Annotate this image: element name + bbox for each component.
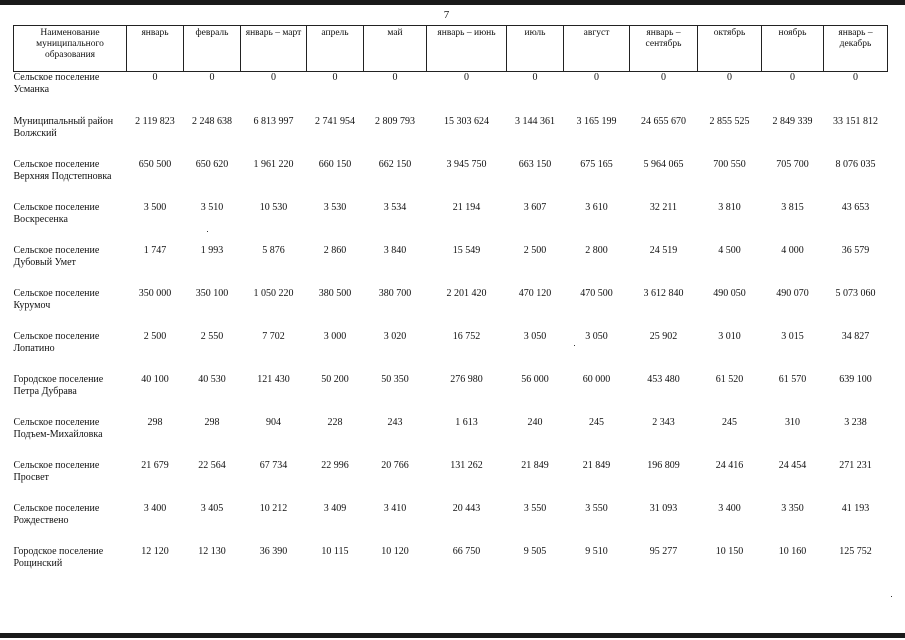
municipality-name-cell: Сельское поселение Рождествено — [13, 503, 100, 526]
value-cell: 131 262 — [450, 460, 483, 471]
value-cell: 15 549 — [452, 245, 481, 256]
value-cell: 1 050 220 — [253, 288, 294, 299]
value-cell: 245 — [722, 417, 737, 428]
value-cell: 3 534 — [383, 202, 407, 213]
municipality-name-cell: Сельское поселение Верхняя Подстепновка — [13, 159, 112, 182]
value-cell: 5 073 060 — [835, 288, 876, 299]
column-header-period: январь – сентябрь — [630, 26, 698, 72]
value-cell: 3 409 — [323, 503, 347, 514]
value-cell: 490 070 — [776, 288, 809, 299]
value-cell: 0 — [152, 72, 158, 83]
value-cell: 21 849 — [582, 460, 611, 471]
value-cell: 3 530 — [323, 202, 347, 213]
value-cell: 3 550 — [585, 503, 608, 514]
value-cell: 10 212 — [259, 503, 288, 514]
value-cell: 245 — [589, 417, 604, 428]
value-cell: 0 — [464, 72, 469, 83]
table-row — [14, 72, 888, 117]
value-cell: 3 815 — [781, 202, 804, 213]
value-cell: 3 550 — [523, 503, 547, 514]
value-cell: 271 231 — [839, 460, 872, 471]
value-cell: 12 120 — [141, 546, 169, 557]
value-cell: 24 454 — [778, 460, 807, 471]
value-cell: 12 130 — [198, 546, 226, 557]
value-cell: 228 — [327, 417, 343, 428]
value-cell: 1 993 — [200, 245, 224, 256]
value-cell: 3 840 — [383, 245, 407, 256]
value-cell: 95 277 — [649, 546, 678, 557]
value-cell: 298 — [147, 417, 163, 428]
value-cell: 16 752 — [452, 331, 481, 342]
value-cell: 2 500 — [143, 331, 167, 342]
value-cell: 31 093 — [649, 503, 678, 514]
value-cell: 3 945 750 — [446, 159, 487, 170]
value-cell: 22 564 — [198, 460, 226, 471]
municipality-name-cell: Сельское поселение Усманка — [13, 72, 100, 95]
column-header-period: апрель — [307, 26, 364, 72]
value-cell: 10 160 — [778, 546, 807, 557]
value-cell: 700 550 — [713, 159, 746, 170]
value-cell: 2 849 339 — [772, 116, 813, 127]
value-cell: 36 579 — [841, 245, 870, 256]
table-body — [14, 72, 888, 590]
value-cell: 660 150 — [318, 159, 352, 170]
value-cell: 639 100 — [839, 374, 872, 385]
value-cell: 3 410 — [383, 503, 407, 514]
value-cell: 350 100 — [195, 288, 229, 299]
municipality-name-cell: Муниципальный район Волжский — [13, 116, 114, 139]
value-cell: 10 530 — [259, 202, 288, 213]
table-row — [14, 202, 888, 245]
value-cell: 36 390 — [259, 546, 288, 557]
value-cell: 0 — [271, 72, 276, 83]
value-cell: 350 000 — [138, 288, 172, 299]
value-cell: 1 613 — [455, 417, 478, 428]
value-cell: 9 505 — [523, 546, 547, 557]
value-cell: 0 — [209, 72, 215, 83]
value-cell: 3 405 — [200, 503, 224, 514]
value-cell: 3 612 840 — [643, 288, 684, 299]
data-table-container — [13, 25, 888, 589]
table-row — [14, 159, 888, 202]
value-cell: 2 248 638 — [192, 116, 232, 127]
municipality-name-cell: Сельское поселение Просвет — [13, 460, 100, 483]
value-cell: 20 443 — [452, 503, 481, 514]
value-cell: 41 193 — [841, 503, 870, 514]
column-header-period: август — [564, 26, 630, 72]
column-header-period: ноябрь — [762, 26, 824, 72]
value-cell: 15 303 624 — [444, 116, 489, 127]
value-cell: 61 570 — [778, 374, 807, 385]
value-cell: 1 961 220 — [253, 159, 294, 170]
value-cell: 121 430 — [257, 374, 290, 385]
value-cell: 276 980 — [450, 374, 483, 385]
value-cell: 3 610 — [585, 202, 608, 213]
value-cell: 2 860 — [323, 245, 347, 256]
table-row — [14, 288, 888, 331]
value-cell: 470 500 — [580, 288, 613, 299]
table-row — [14, 245, 888, 288]
table-row — [14, 374, 888, 417]
value-cell: 490 050 — [713, 288, 746, 299]
value-cell: 22 996 — [321, 460, 349, 471]
value-cell: 0 — [727, 72, 732, 83]
value-cell: 3 510 — [200, 202, 224, 213]
value-cell: 67 734 — [259, 460, 288, 471]
value-cell: 24 519 — [649, 245, 678, 256]
page-number: 7 — [443, 9, 450, 21]
value-cell: 43 653 — [841, 202, 870, 213]
value-cell: 10 120 — [381, 546, 409, 557]
table-header-row — [14, 26, 888, 72]
value-cell: 0 — [532, 72, 538, 83]
value-cell: 24 416 — [715, 460, 744, 471]
value-cell: 0 — [853, 72, 858, 83]
value-cell: 240 — [527, 417, 543, 428]
value-cell: 662 150 — [378, 159, 412, 170]
value-cell: 9 510 — [585, 546, 608, 557]
municipality-name-cell: Сельское поселение Курумоч — [13, 288, 100, 311]
municipality-name-cell: Сельское поселение Лопатино — [13, 331, 100, 354]
column-header-period: январь – декабрь — [824, 26, 888, 72]
top-scan-border — [0, 0, 905, 5]
value-cell: 2 119 823 — [135, 116, 175, 127]
value-cell: 2 855 525 — [709, 116, 750, 127]
value-cell: 3 000 — [323, 331, 347, 342]
value-cell: 3 015 — [781, 331, 804, 342]
value-cell: 60 000 — [582, 374, 611, 385]
data-table — [13, 25, 888, 589]
value-cell: 21 849 — [521, 460, 549, 471]
value-cell: 5 964 065 — [643, 159, 684, 170]
table-row — [14, 503, 888, 546]
column-header-period: январь — [127, 26, 184, 72]
table-row — [14, 116, 888, 159]
table-row — [14, 417, 888, 460]
municipality-name-cell: Сельское поселение Воскресенка — [13, 202, 100, 225]
value-cell: 4 000 — [781, 245, 804, 256]
column-header-period: январь – июнь — [427, 26, 507, 72]
value-cell: 3 400 — [718, 503, 741, 514]
value-cell: 298 — [204, 417, 220, 428]
value-cell: 7 702 — [262, 331, 285, 342]
value-cell: 650 500 — [138, 159, 172, 170]
value-cell: 1 747 — [143, 245, 167, 256]
value-cell: 380 700 — [378, 288, 412, 299]
table-row — [14, 460, 888, 503]
value-cell: 10 115 — [321, 546, 349, 557]
value-cell: 310 — [785, 417, 800, 428]
municipality-name-cell: Городское поселение Рощинский — [13, 546, 104, 569]
value-cell: 3 050 — [523, 331, 547, 342]
value-cell: 3 607 — [523, 202, 547, 213]
value-cell: 2 550 — [200, 331, 224, 342]
municipality-name-cell: Сельское поселение Дубовый Умет — [13, 245, 100, 268]
value-cell: 50 350 — [381, 374, 409, 385]
value-cell: 705 700 — [776, 159, 809, 170]
column-header-name: Наименование муниципального образования — [14, 26, 127, 72]
value-cell: 196 809 — [647, 460, 680, 471]
value-cell: 2 500 — [523, 245, 547, 256]
bottom-scan-border — [0, 633, 905, 638]
value-cell: 3 010 — [718, 331, 741, 342]
value-cell: 5 876 — [262, 245, 285, 256]
value-cell: 40 530 — [198, 374, 226, 385]
value-cell: 25 902 — [649, 331, 678, 342]
value-cell: 470 120 — [518, 288, 552, 299]
scan-speck — [207, 231, 208, 232]
value-cell: 0 — [661, 72, 666, 83]
value-cell: 675 165 — [580, 159, 613, 170]
value-cell: 650 620 — [195, 159, 229, 170]
value-cell: 243 — [387, 417, 403, 428]
value-cell: 61 520 — [715, 374, 744, 385]
value-cell: 21 194 — [452, 202, 481, 213]
column-header-period: май — [364, 26, 427, 72]
value-cell: 2 201 420 — [446, 288, 487, 299]
municipality-name-cell: Городское поселение Петра Дубрава — [13, 374, 104, 397]
value-cell: 34 827 — [841, 331, 870, 342]
value-cell: 2 809 793 — [375, 116, 415, 127]
value-cell: 0 — [594, 72, 599, 83]
value-cell: 0 — [332, 72, 338, 83]
scan-speck — [891, 596, 892, 597]
value-cell: 663 150 — [518, 159, 552, 170]
value-cell: 32 211 — [649, 202, 678, 213]
value-cell: 3 165 199 — [576, 116, 617, 127]
value-cell: 4 500 — [718, 245, 741, 256]
value-cell: 8 076 035 — [835, 159, 876, 170]
value-cell: 2 800 — [585, 245, 608, 256]
scan-speck — [574, 345, 575, 346]
value-cell: 50 200 — [321, 374, 349, 385]
column-header-period: февраль — [184, 26, 241, 72]
table-row — [14, 546, 888, 589]
value-cell: 3 500 — [143, 202, 167, 213]
table-row — [14, 331, 888, 374]
value-cell: 0 — [392, 72, 398, 83]
value-cell: 453 480 — [647, 374, 680, 385]
value-cell: 904 — [266, 417, 281, 428]
value-cell: 2 343 — [652, 417, 675, 428]
value-cell: 10 150 — [715, 546, 744, 557]
column-header-period: июль — [507, 26, 564, 72]
value-cell: 380 500 — [318, 288, 352, 299]
value-cell: 3 050 — [585, 331, 608, 342]
value-cell: 3 144 361 — [515, 116, 555, 127]
value-cell: 3 400 — [143, 503, 167, 514]
value-cell: 56 000 — [521, 374, 549, 385]
value-cell: 3 020 — [383, 331, 407, 342]
value-cell: 3 810 — [718, 202, 741, 213]
value-cell: 21 679 — [141, 460, 169, 471]
value-cell: 40 100 — [141, 374, 169, 385]
column-header-period: январь – март — [241, 26, 307, 72]
value-cell: 20 766 — [381, 460, 409, 471]
value-cell: 24 655 670 — [641, 116, 686, 127]
value-cell: 3 238 — [844, 417, 867, 428]
value-cell: 66 750 — [452, 546, 481, 557]
column-header-period: октябрь — [698, 26, 762, 72]
value-cell: 2 741 954 — [315, 116, 355, 127]
value-cell: 0 — [790, 72, 795, 83]
value-cell: 125 752 — [839, 546, 872, 557]
value-cell: 3 350 — [781, 503, 804, 514]
value-cell: 6 813 997 — [253, 116, 294, 127]
municipality-name-cell: Сельское поселение Подъем-Михайловка — [13, 417, 103, 440]
value-cell: 33 151 812 — [833, 116, 878, 127]
